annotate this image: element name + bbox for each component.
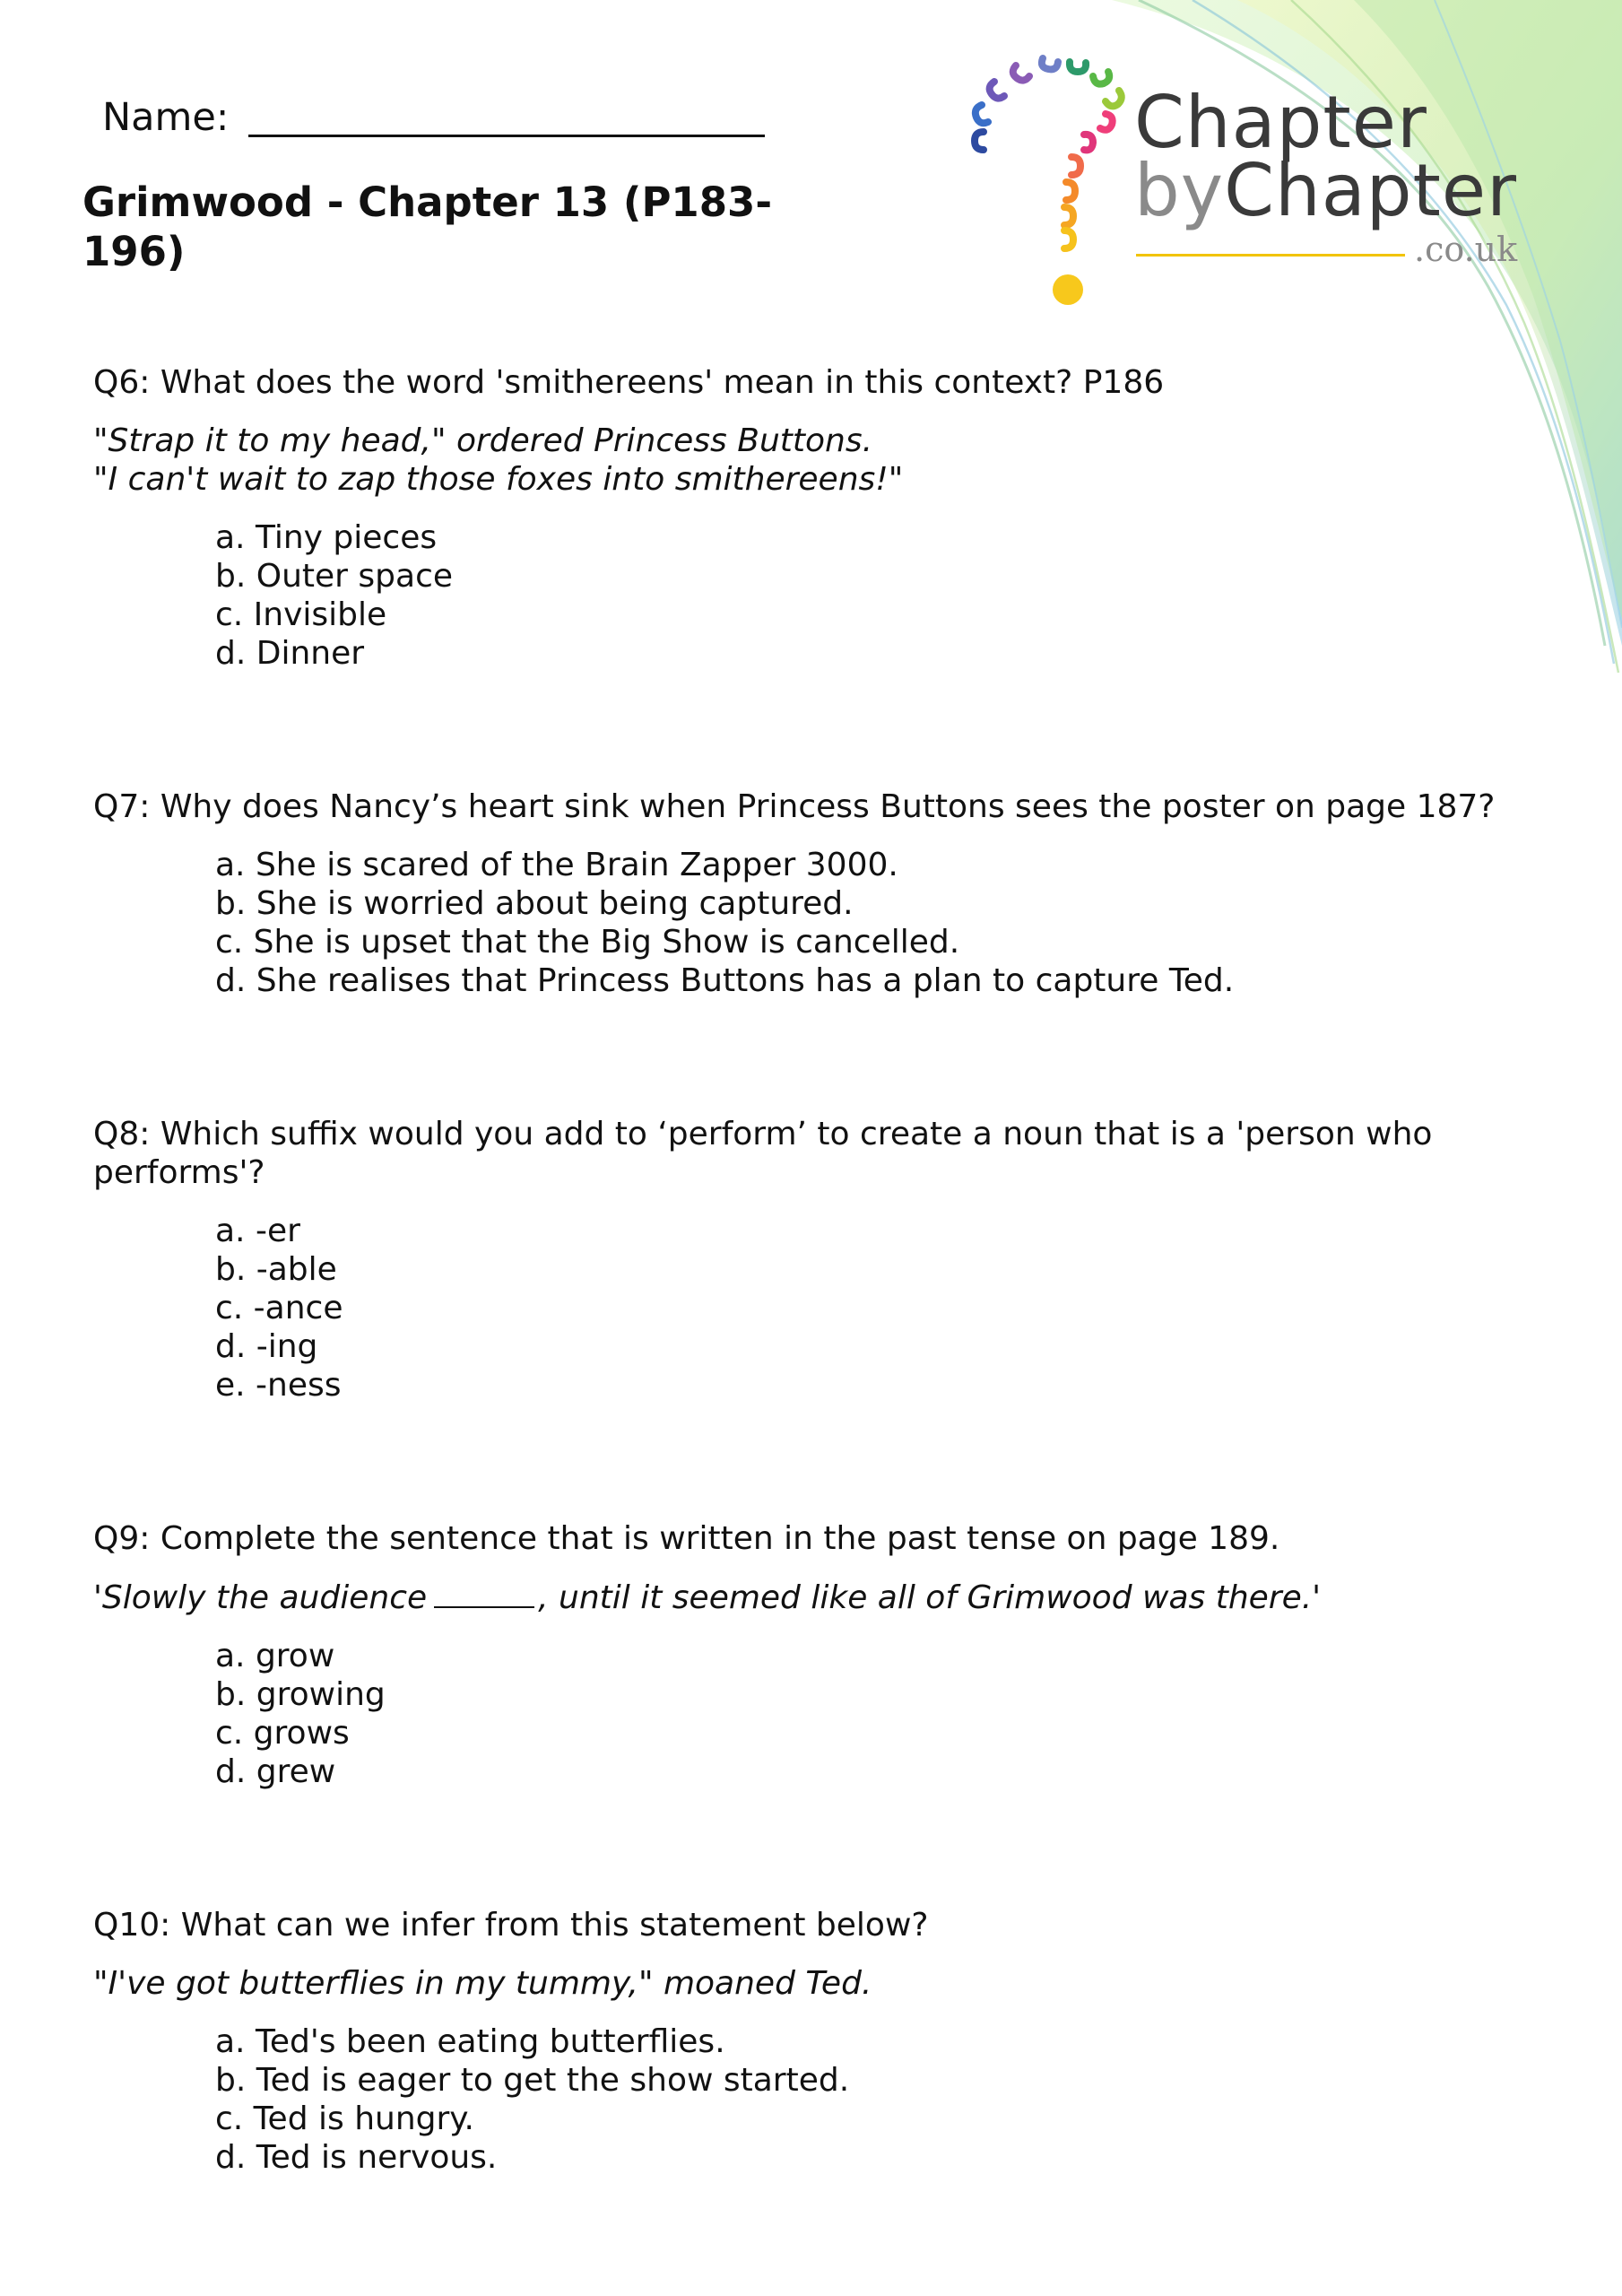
question-quote: [93, 1964, 1528, 2003]
answer-option: b. growing: [215, 1676, 386, 1713]
question-text: Q6: What does the word 'smithereens' mean in this context? P186: [93, 364, 1165, 401]
answer-options: [215, 846, 1528, 1000]
question-mark-logo-icon: [964, 49, 1134, 318]
question-text: Q8: Which suffix would you add to ‘perform’ to create a noun that is a 'person who performs'?: [93, 1116, 1433, 1191]
answer-option: a. -er: [215, 1213, 300, 1249]
answer-option: c. She is upset that the Big Show is cancelled.: [215, 924, 960, 961]
answer-options: [215, 518, 1528, 673]
answer-option: d. She realises that Princess Buttons has a plan to capture Ted.: [215, 962, 1235, 999]
quote-line: "I can't wait to zap those foxes into smithereens!": [93, 461, 904, 498]
answer-options: [215, 1212, 1528, 1405]
page-title: Grimwood - Chapter 13 (P183-196): [82, 178, 773, 275]
chapter-by-chapter-logo: [964, 49, 1538, 318]
questions-list: [93, 363, 1528, 2177]
answer-options: [215, 2022, 1528, 2177]
answer-option: a. Ted's been eating butterflies.: [215, 2023, 725, 2060]
question-q10: [93, 1906, 1528, 2177]
answer-option: b. Ted is eager to get the show started.: [215, 2062, 850, 2099]
answer-option: b. Outer space: [215, 558, 454, 595]
answer-option: a. Tiny pieces: [215, 519, 438, 556]
question-q9: [93, 1519, 1528, 1791]
answer-option: d. Dinner: [215, 635, 365, 672]
answer-option: b. -able: [215, 1251, 337, 1288]
logo-text-by-chapter: [1134, 149, 1517, 232]
answer-options: [215, 1637, 1528, 1791]
answer-option: a. grow: [215, 1638, 335, 1674]
answer-blank: [434, 1578, 534, 1608]
logo-text-chapter: Chapter: [1134, 81, 1427, 164]
answer-option: c. Invisible: [215, 596, 387, 633]
answer-option: e. -ness: [215, 1367, 342, 1404]
name-label: Name:: [102, 95, 230, 140]
quote-line: "I've got butterflies in my tummy," moaned Ted.: [93, 1965, 872, 2002]
answer-option: b. She is worried about being captured.: [215, 885, 854, 922]
question-q7: [93, 787, 1528, 1000]
name-line: [248, 91, 765, 137]
name-field: [102, 91, 765, 140]
answer-option: c. -ance: [215, 1290, 343, 1326]
question-text: Q9: Complete the sentence that is written in the past tense on page 189.: [93, 1520, 1280, 1557]
answer-option: c. grows: [215, 1715, 350, 1752]
answer-option: d. Ted is nervous.: [215, 2139, 498, 2176]
question-text: Q10: What can we infer from this statement below?: [93, 1907, 929, 1944]
answer-option: d. grew: [215, 1753, 336, 1790]
logo-text-chapter-2: Chapter: [1224, 149, 1517, 232]
question-quote: [93, 422, 1528, 499]
logo-domain: .co.uk: [1414, 230, 1518, 269]
answer-option: c. Ted is hungry.: [215, 2100, 474, 2137]
question-quote: [93, 1578, 1528, 1617]
question-q6: [93, 363, 1528, 673]
quote-after-blank: , until it seemed like all of Grimwood was there.': [538, 1579, 1322, 1616]
question-text: Q7: Why does Nancy’s heart sink when Princess Buttons sees the poster on page 187?: [93, 788, 1496, 825]
answer-option: d. -ing: [215, 1328, 318, 1365]
quote-before-blank: 'Slowly the audience: [93, 1579, 428, 1616]
answer-option: a. She is scared of the Brain Zapper 3000.: [215, 847, 898, 883]
logo-text-by: by: [1134, 149, 1225, 232]
quote-line: "Strap it to my head," ordered Princess Buttons.: [93, 422, 873, 459]
logo-rule: [1136, 254, 1405, 257]
question-q8: [93, 1115, 1528, 1405]
